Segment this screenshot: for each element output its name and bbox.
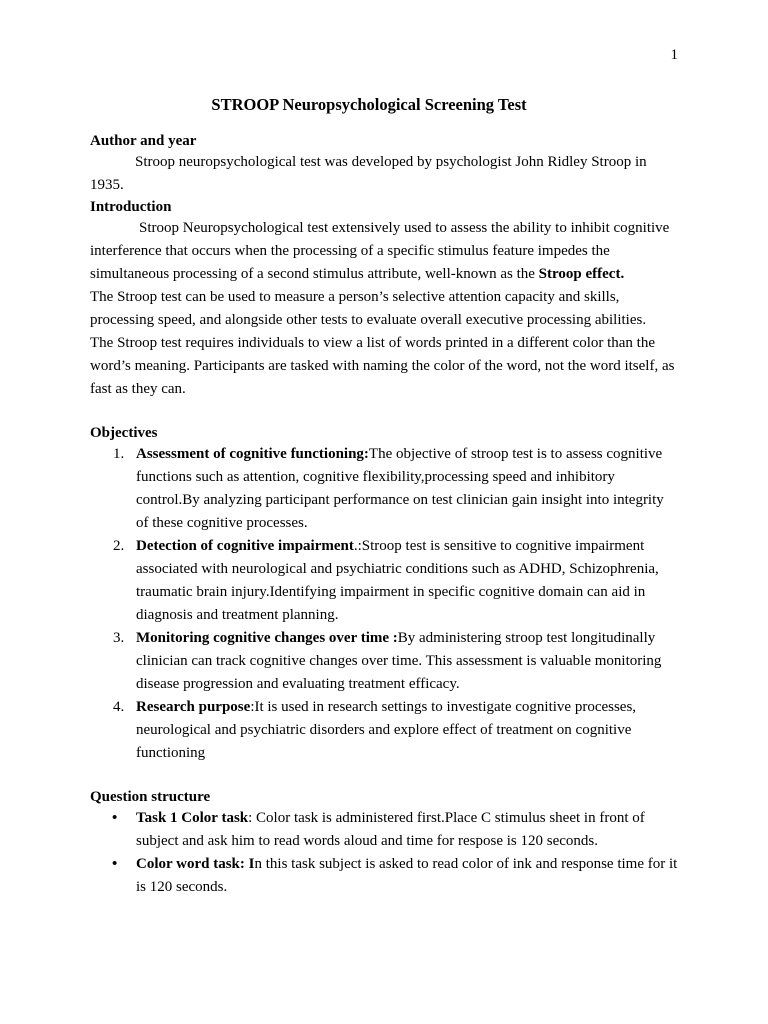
objective-title: Research purpose xyxy=(136,699,251,715)
objective-number: 3. xyxy=(113,630,125,646)
objective-item xyxy=(90,535,678,627)
document-body xyxy=(90,131,678,899)
task-title: Color word task: I xyxy=(136,856,255,872)
document-title: STROOP Neuropsychological Screening Test xyxy=(211,95,527,114)
introduction-paragraph-3: The Stroop test requires individuals to view a list of words printed in a different color than the word’s meaning. Participants are tasked with naming the color of the word, not the word itself, as fast as they can. xyxy=(90,335,675,397)
bullet-icon: • xyxy=(112,856,118,872)
task-item xyxy=(90,853,678,899)
objective-number: 1. xyxy=(113,446,125,462)
bullet-icon: • xyxy=(112,810,118,826)
task-text: n this task subject is asked to read color of ink and response time for it is 120 seconds. xyxy=(136,856,678,895)
objective-item xyxy=(90,696,678,765)
objective-text: :It is used in research settings to investigate cognitive processes, neurological and psychiatric disorders and explore effect of treatment on cognitive functioning xyxy=(136,699,637,761)
objective-title: Monitoring cognitive changes over time : xyxy=(136,630,398,646)
introduction-paragraph-2: The Stroop test can be used to measure a person’s selective attention capacity and skills, processing speed, and alongside other tests to evaluate overall executive processing abilities. xyxy=(90,289,647,328)
author-paragraph: Stroop neuropsychological test was developed by psychologist John Ridley Stroop in 1935. xyxy=(90,154,647,193)
objective-title: Assessment of cognitive functioning: xyxy=(136,446,369,462)
objective-title: Detection of cognitive impairment xyxy=(136,538,354,554)
objective-text: By administering stroop test longitudinally clinician can track cognitive changes over time. This assessment is valuable monitoring disease progression and evaluating treatment efficacy. xyxy=(136,630,662,692)
introduction-paragraph-1-text: Stroop Neuropsychological test extensively used to assess the ability to inhibit cognitive interference that occurs when the processing of a specific stimulus feature impedes the simultaneous processing of a second stimulus attribute, well-known as the xyxy=(90,220,670,282)
task-item xyxy=(90,807,678,853)
objective-item xyxy=(90,443,678,535)
objective-item xyxy=(90,627,678,696)
objective-number: 4. xyxy=(113,699,125,715)
question-structure-list xyxy=(90,807,678,899)
objective-number: 2. xyxy=(113,538,125,554)
objectives-heading: Objectives xyxy=(90,425,158,441)
question-structure-heading: Question structure xyxy=(90,789,211,805)
task-title: Task 1 Color task xyxy=(136,810,249,826)
stroop-effect-term: Stroop effect. xyxy=(538,266,625,282)
introduction-heading: Introduction xyxy=(90,199,172,215)
objectives-list xyxy=(90,443,678,765)
objective-text: .:Stroop test is sensitive to cognitive impairment associated with neurological and psychiatric conditions such as ADHD, Schizophrenia, traumatic brain injury.Identifying impairment in specific cognitive domain can aid in diagnosis and treatment planning. xyxy=(136,538,659,623)
author-heading: Author and year xyxy=(90,133,197,149)
objective-text: The objective of stroop test is to assess cognitive functions such as attention, cognitive flexibility,processing speed and inhibitory control.By analyzing participant performance on test clinician gain insight into integrity of these cognitive processes. xyxy=(136,446,664,531)
page-number: 1 xyxy=(670,47,678,63)
introduction-paragraph-1 xyxy=(90,217,678,286)
task-text: : Color task is administered first.Place C stimulus sheet in front of subject and ask him to read words aloud and time for respose is 120 seconds. xyxy=(136,810,645,849)
